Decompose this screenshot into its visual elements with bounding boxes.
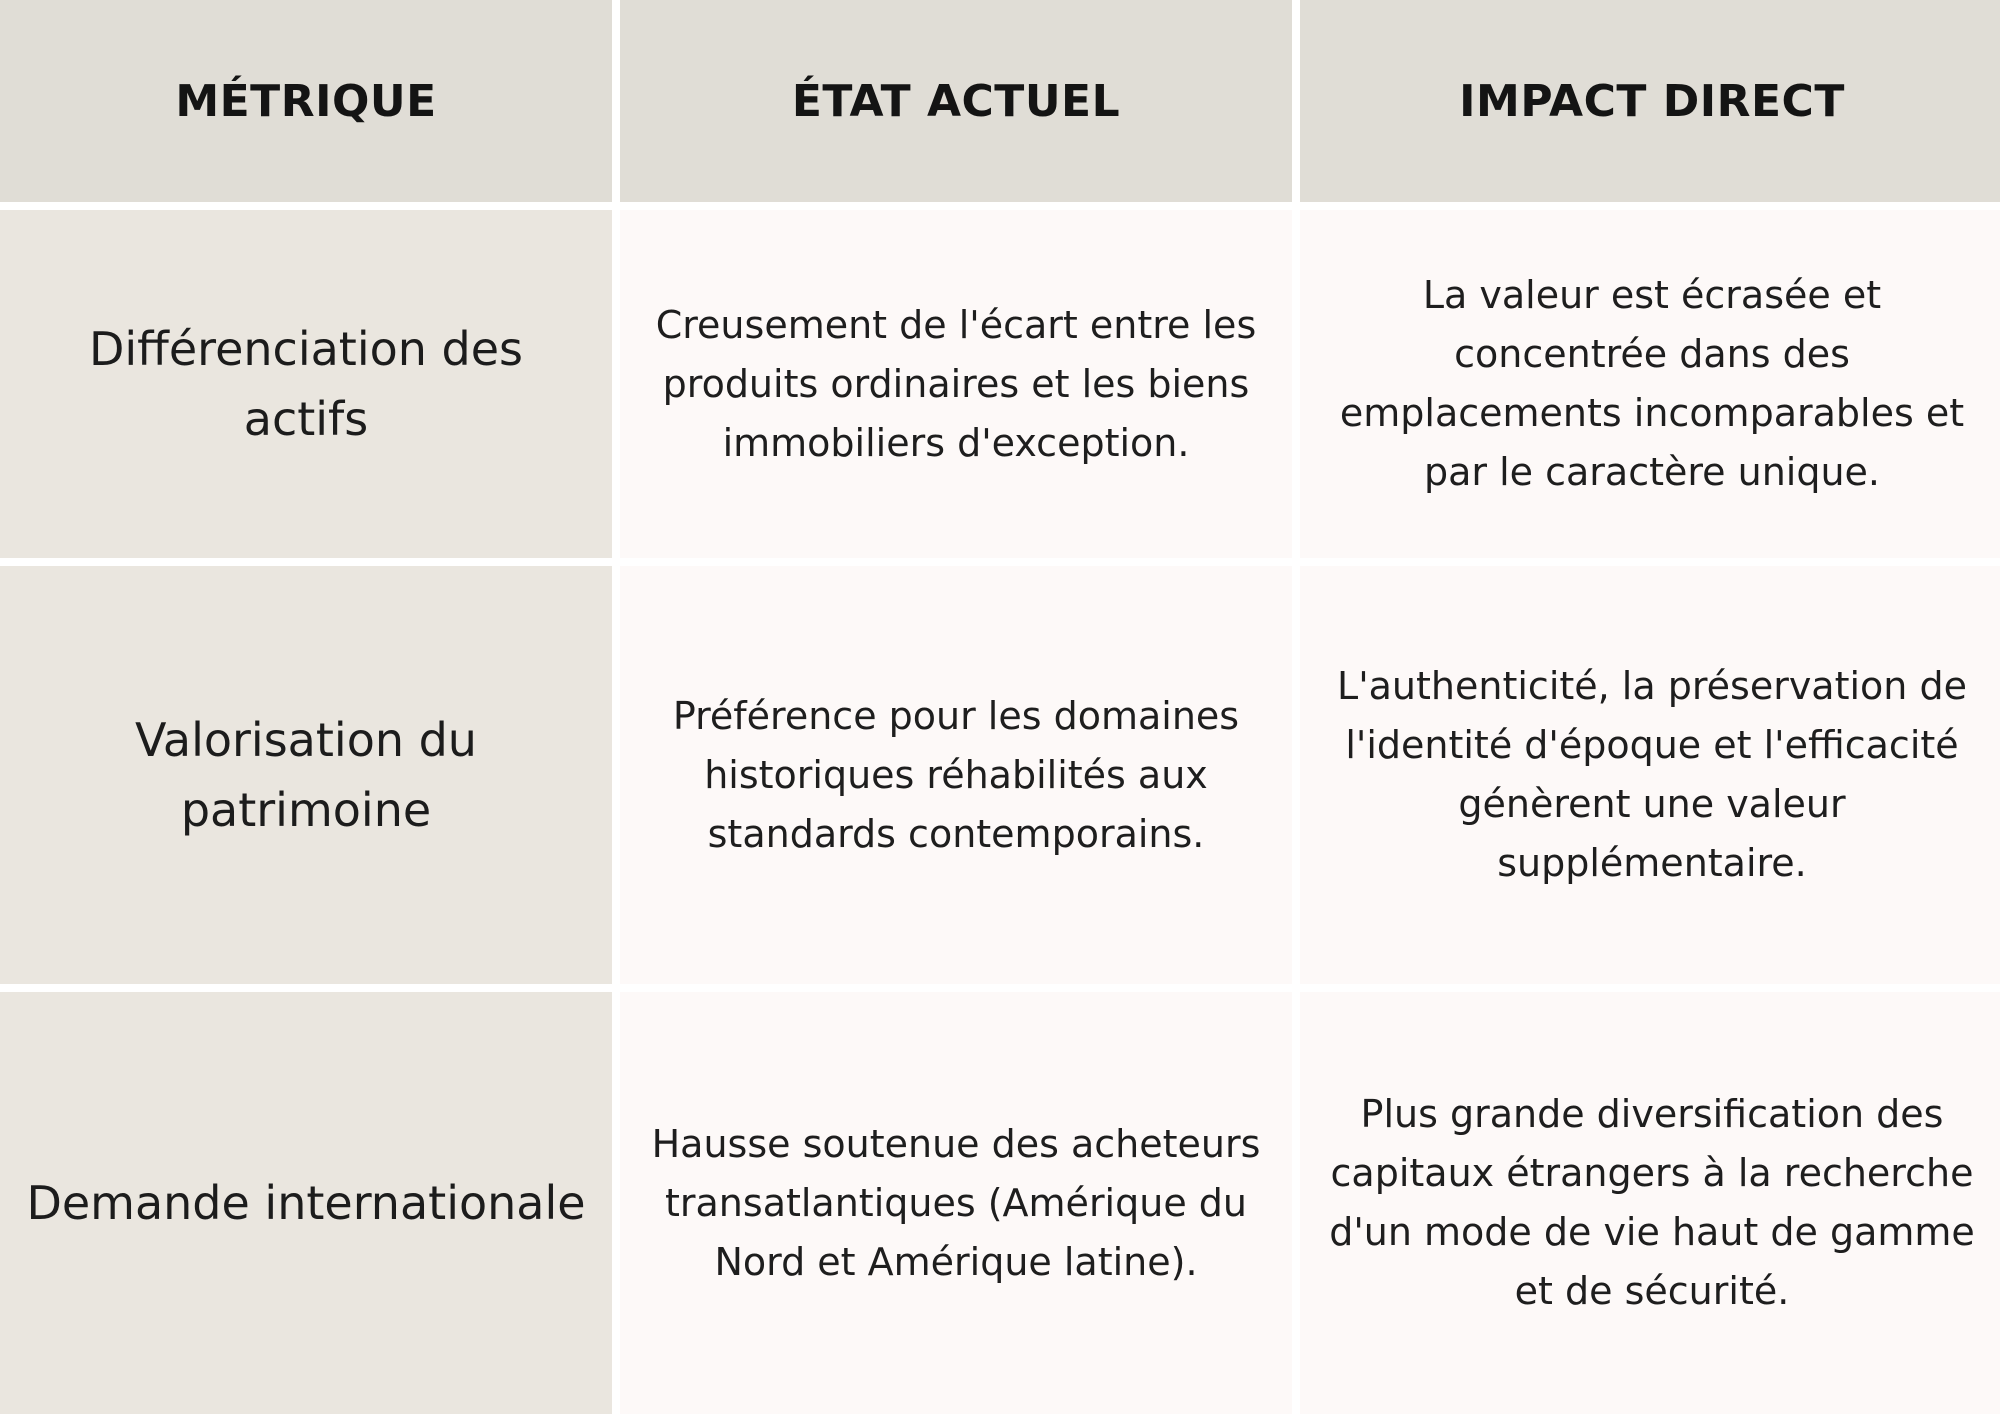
row-3-metric: Demande internationale	[0, 992, 612, 1414]
row-1-impact: La valeur est écrasée et concentrée dans des emplacements incomparables et par le caractère unique.	[1300, 210, 2000, 558]
row-2-impact: L'authenticité, la préservation de l'identité d'époque et l'efficacité génèrent une valeur supplémentaire.	[1300, 566, 2000, 984]
row-3-impact: Plus grande diversification des capitaux étrangers à la recherche d'un mode de vie haut de gamme et de sécurité.	[1300, 992, 2000, 1414]
row-2-metric: Valorisation du patrimoine	[0, 566, 612, 984]
row-1-state: Creusement de l'écart entre les produits ordinaires et les biens immobiliers d'exception.	[620, 210, 1292, 558]
header-direct-impact: IMPACT DIRECT	[1300, 0, 2000, 202]
header-current-state: ÉTAT ACTUEL	[620, 0, 1292, 202]
row-2-state: Préférence pour les domaines historiques réhabilités aux standards contemporains.	[620, 566, 1292, 984]
row-1-metric: Différenciation des actifs	[0, 210, 612, 558]
row-3-state: Hausse soutenue des acheteurs transatlantiques (Amérique du Nord et Amérique latine).	[620, 992, 1292, 1414]
header-metric: MÉTRIQUE	[0, 0, 612, 202]
